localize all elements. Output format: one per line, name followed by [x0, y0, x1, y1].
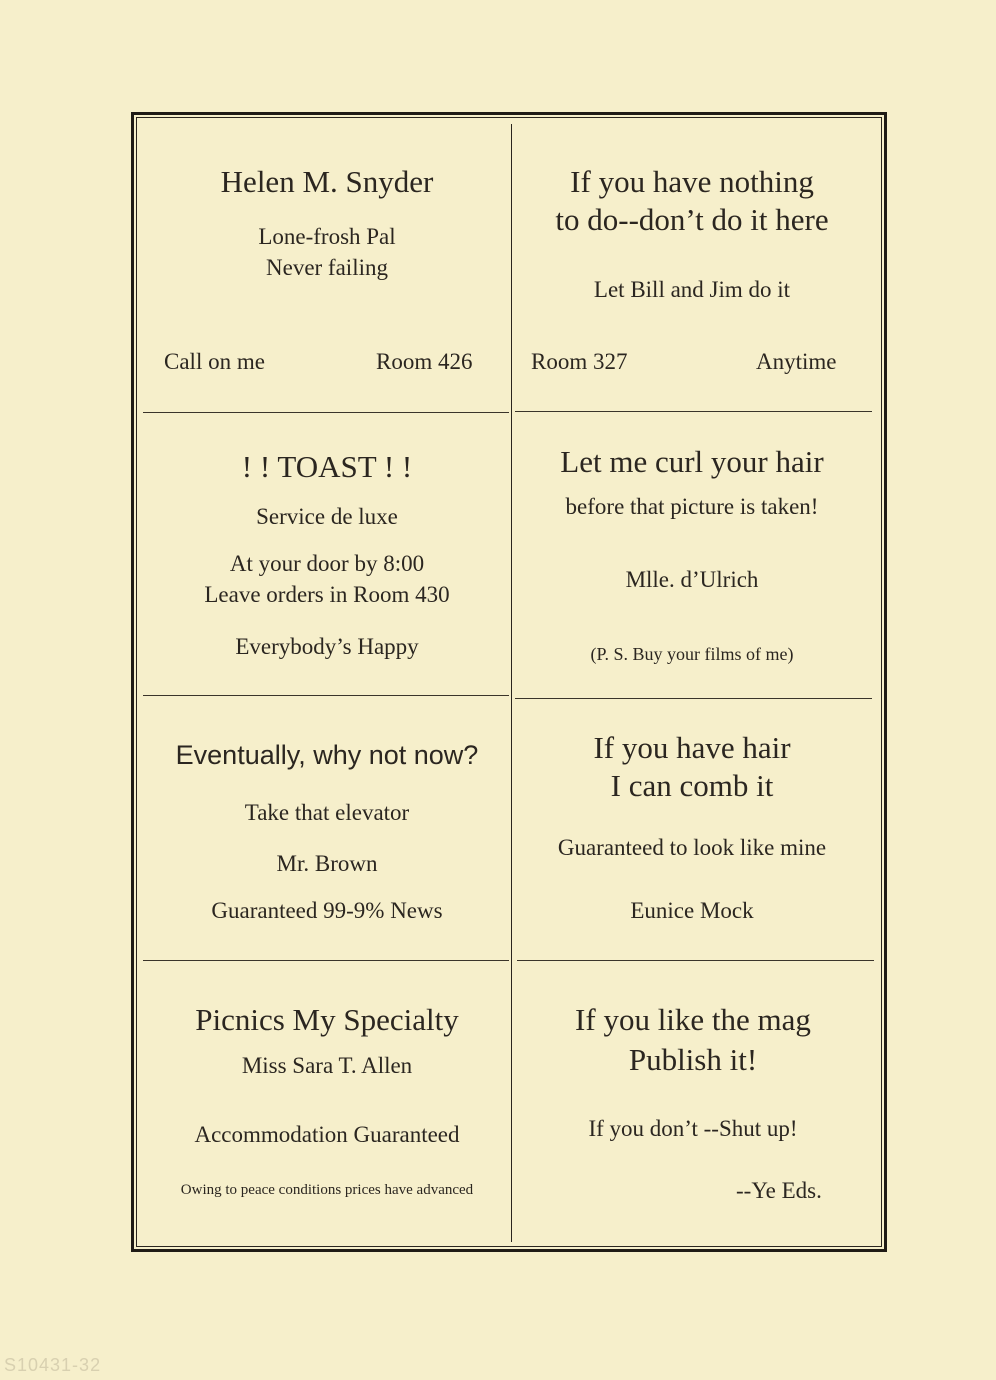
- ad-helen-snyder: [143, 124, 511, 412]
- ad-title: to do--don’t do it here: [555, 202, 829, 237]
- ad-line: Guaranteed 99-9% News: [211, 898, 443, 923]
- ad-bill-and-jim: [512, 124, 872, 412]
- ad-picnics: [143, 961, 511, 1241]
- ad-line: Lone-frosh Pal: [258, 224, 396, 249]
- ad-line: Take that elevator: [244, 800, 410, 825]
- ad-line: Guaranteed to look like mine: [557, 835, 827, 860]
- ad-fine-print: Owing to peace conditions prices have advanced: [180, 1182, 474, 1198]
- ad-line: Let Bill and Jim do it: [593, 277, 791, 302]
- ad-title: If you like the mag: [575, 1002, 811, 1037]
- ad-title: Picnics My Specialty: [195, 1002, 459, 1037]
- ad-postscript: (P. S. Buy your films of me): [590, 644, 794, 664]
- ad-line: Everybody’s Happy: [235, 634, 419, 659]
- ad-line: If you don’t --Shut up!: [588, 1116, 798, 1141]
- ad-footer-left: Call on me: [164, 349, 265, 374]
- ad-line: At your door by 8:00: [229, 551, 425, 576]
- ad-title: I can comb it: [610, 768, 774, 803]
- ad-line: Mr. Brown: [276, 851, 378, 876]
- ad-footer-right: Room 426: [376, 349, 473, 374]
- ad-line: Never failing: [266, 255, 388, 280]
- ad-line: Accommodation Guaranteed: [194, 1122, 460, 1147]
- ad-footer-left: Room 327: [531, 349, 628, 374]
- ad-title: ! ! TOAST ! !: [241, 449, 413, 484]
- ad-toast: [143, 413, 511, 695]
- ad-curl-hair: [512, 412, 872, 698]
- ad-line: Leave orders in Room 430: [204, 582, 450, 607]
- ad-title: If you have hair: [593, 730, 791, 765]
- ad-line: Mlle. d’Ulrich: [625, 567, 759, 592]
- ad-title: Publish it!: [628, 1042, 758, 1077]
- ad-title: Eventually, why not now?: [175, 740, 479, 770]
- ad-line: before that picture is taken!: [565, 494, 819, 519]
- ad-signature: --Ye Eds.: [736, 1178, 822, 1203]
- ad-title: If you have nothing: [570, 164, 814, 199]
- ad-title: Helen M. Snyder: [220, 164, 434, 199]
- ad-line: Service de luxe: [256, 504, 398, 529]
- ad-line: Miss Sara T. Allen: [241, 1053, 413, 1078]
- ad-line: Eunice Mock: [630, 898, 754, 923]
- ad-elevator: [143, 696, 511, 960]
- ad-the-mag: [512, 961, 874, 1241]
- ad-footer-right: Anytime: [756, 349, 837, 374]
- ad-comb-hair: [512, 699, 872, 960]
- ad-title: Let me curl your hair: [560, 444, 824, 479]
- archive-stamp: S10431-32: [4, 1355, 102, 1375]
